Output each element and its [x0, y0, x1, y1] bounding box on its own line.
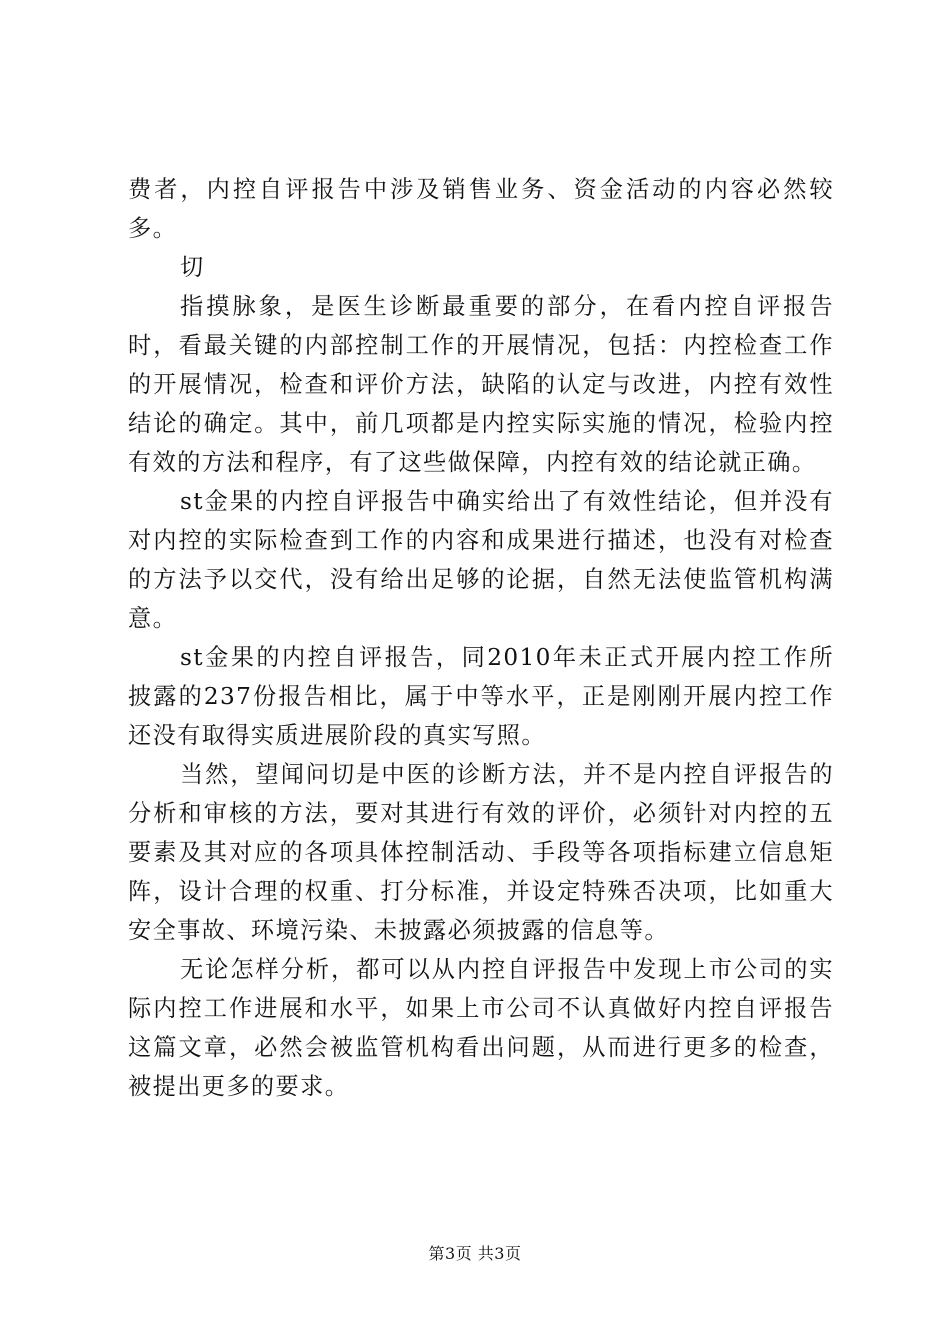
page-number: 第3页 共3页 [428, 1244, 522, 1263]
page-footer [0, 1244, 950, 1264]
paragraph-conclusion: st金果的内控自评报告中确实给出了有效性结论，但并没有对内控的实际检查到工作的内容和成果进行描述，也没有对检查的方法予以交代，没有给出足够的论据，自然无法使监管机构满意。 [128, 488, 834, 632]
paragraph-heading-qie: 切 [180, 254, 205, 281]
paragraph-method: 当然，望闻问切是中医的诊断方法，并不是内控自评报告的分析和审核的方法，要对其进行有效的评价，必须针对内控的五要素及其对应的各项具体控制活动、手段等各项指标建立信息矩阵，设计合理的权重、打分标准，并设定特殊否决项，比如重大安全事故、环境污染、未披露必须披露的信息等。 [128, 761, 834, 944]
paragraph-pulse: 指摸脉象，是医生诊断最重要的部分，在看内控自评报告时，看最关键的内部控制工作的开展情况，包括：内控检查工作的开展情况，检查和评价方法，缺陷的认定与改进，内控有效性结论的确定。其中，前几项都是内控实际实施的情况，检验内控有效的方法和程序，有了这些做保障，内控有效的结论就正确。 [128, 293, 834, 476]
document-body [128, 170, 834, 1106]
paragraph-summary: 无论怎样分析，都可以从内控自评报告中发现上市公司的实际内控工作进展和水平，如果上市公司不认真做好内控自评报告这篇文章，必然会被监管机构看出问题，从而进行更多的检查，被提出更多的要求。 [128, 956, 834, 1100]
paragraph-comparison: st金果的内控自评报告，同2010年未正式开展内控工作所披露的237份报告相比，属于中等水平，正是刚刚开展内控工作还没有取得实质进展阶段的真实写照。 [128, 644, 834, 749]
paragraph-continuation: 费者，内控自评报告中涉及销售业务、资金活动的内容必然较多。 [128, 176, 834, 242]
